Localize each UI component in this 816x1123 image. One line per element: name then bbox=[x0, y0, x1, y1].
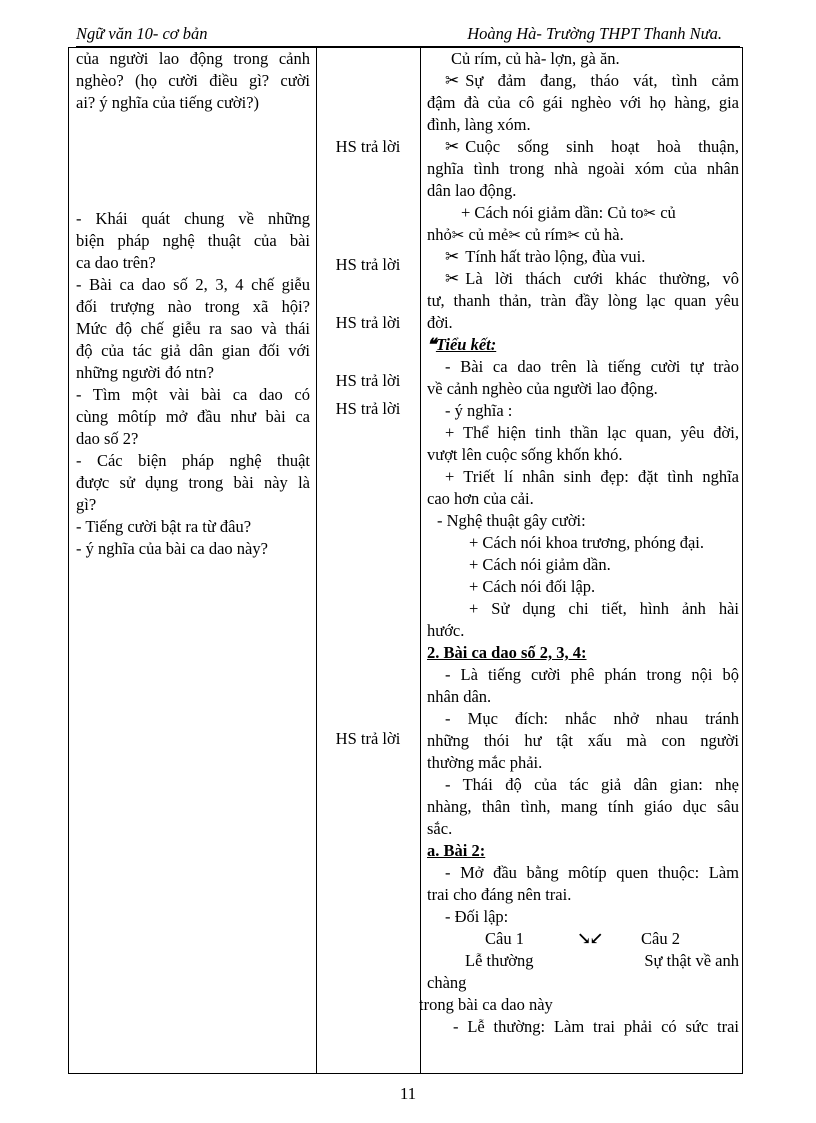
content-line: + Triết lí nhân sinh đẹp: đặt tình nghĩa bbox=[445, 467, 739, 486]
scissors-icon: ✂ bbox=[445, 137, 460, 156]
content-line: ✂ Là lời thách cưới khác thường, vô bbox=[445, 269, 739, 288]
scissors-icon: ✂ bbox=[445, 247, 460, 266]
question-line: được sử dụng trong bài này là bbox=[76, 473, 310, 492]
question-line: ca dao trên? bbox=[76, 253, 156, 272]
scissors-icon: ✂ bbox=[508, 228, 521, 244]
section-heading: a. Bài 2: bbox=[427, 841, 486, 860]
column-divider bbox=[316, 48, 317, 1073]
content-line: + Sử dụng chi tiết, hình ảnh hài bbox=[469, 599, 739, 618]
student-answer-label: HS trả lời bbox=[335, 399, 401, 418]
content-line: nhỏ✂ củ mẻ✂ củ rím✂ củ hà. bbox=[427, 224, 624, 246]
question-line: - Bài ca dao số 2, 3, 4 chế giễu bbox=[76, 275, 310, 294]
content-line: những thói hư tật xấu mà con người bbox=[427, 731, 739, 750]
page-header bbox=[76, 24, 740, 47]
student-answer-label: HS trả lời bbox=[335, 729, 401, 748]
content-line: nhàng, thân tình, mang tính giáo dục sâu bbox=[427, 797, 739, 816]
scissors-icon: ✂ bbox=[451, 228, 465, 244]
lesson-table bbox=[68, 47, 743, 1074]
content-line: hước. bbox=[427, 621, 465, 640]
question-line: những người đó ntn? bbox=[76, 363, 214, 382]
content-line: tư, thanh thản, tràn đầy lòng lạc quan yêu bbox=[427, 291, 739, 310]
column-divider bbox=[420, 48, 421, 1073]
content-line: nghĩa tình trong nhà ngoài xóm của nhân bbox=[427, 159, 739, 178]
question-line: cùng môtíp mở đầu như bài ca bbox=[76, 407, 310, 426]
content-line: - Mở đầu bằng môtíp quen thuộc: Làm bbox=[445, 863, 739, 882]
content-line: đời. bbox=[427, 313, 453, 332]
content-line: thường mắc phải. bbox=[427, 753, 543, 772]
question-line: độ của tác giả dân gian đối với bbox=[76, 341, 310, 360]
contrast-label-1: Câu 1 bbox=[485, 929, 524, 948]
question-line: đối trượng nào trong xã hội? bbox=[76, 297, 310, 316]
content-line: - Mục đích: nhắc nhở nhau tránh bbox=[445, 709, 739, 728]
content-line: đậm đà của cô gái nghèo với họ hàng, gia bbox=[427, 93, 739, 112]
question-line: - Tìm một vài bài ca dao có bbox=[76, 385, 310, 404]
content-line: + Cách nói đối lập. bbox=[469, 577, 596, 596]
content-line: đình, làng xóm. bbox=[427, 115, 531, 134]
section-heading: 2. Bài ca dao số 2, 3, 4: bbox=[427, 643, 587, 662]
question-line: ai? ý nghĩa của tiếng cười?) bbox=[76, 93, 260, 112]
content-line: chàng bbox=[427, 973, 467, 992]
scissors-icon: ✂ bbox=[567, 228, 581, 244]
student-answer-label: HS trả lời bbox=[335, 371, 401, 390]
content-line: trai cho đáng nên trai. bbox=[427, 885, 572, 904]
scissors-icon: ✂ bbox=[445, 269, 460, 288]
content-line: về cảnh nghèo của người lao động. bbox=[427, 379, 658, 398]
content-line: ✂ Cuộc sống sinh hoạt hoà thuận, bbox=[445, 137, 739, 156]
content-line: - Là tiếng cười phê phán trong nội bộ bbox=[445, 665, 739, 684]
content-line: - Nghệ thuật gây cười: bbox=[437, 511, 586, 530]
content-line: + Thể hiện tinh thần lạc quan, yêu đời, bbox=[445, 423, 739, 442]
student-answer-label: HS trả lời bbox=[335, 137, 401, 156]
question-line: gì? bbox=[76, 495, 97, 514]
converging-arrows-icon: ↘↙ bbox=[577, 929, 602, 948]
question-line: biện pháp nghệ thuật của bài bbox=[76, 231, 310, 250]
content-line: sắc. bbox=[427, 819, 453, 838]
header-author: Hoàng Hà- Trường THPT Thanh Nưa. bbox=[467, 24, 722, 43]
question-line: - ý nghĩa của bài ca dao này? bbox=[76, 539, 268, 558]
content-line: - Đối lập: bbox=[445, 907, 509, 926]
content-line: - Lễ thường: Làm trai phải có sức trai bbox=[453, 1017, 739, 1036]
content-line: ✂ Sự đảm đang, tháo vát, tình cảm bbox=[445, 71, 739, 90]
content-line: vượt lên cuộc sống khốn khó. bbox=[427, 445, 623, 464]
contrast-item-2: Sự thật về anh bbox=[644, 951, 739, 970]
content-line: + Cách nói giảm dần: Củ to✂ củ bbox=[461, 202, 676, 224]
contrast-item-1: Lễ thường bbox=[465, 951, 534, 970]
question-line: - Tiếng cười bật ra từ đâu? bbox=[76, 517, 252, 536]
student-answer-label: HS trả lời bbox=[335, 255, 401, 274]
content-line: + Cách nói giảm dần. bbox=[469, 555, 611, 574]
page-number: 11 bbox=[399, 1084, 417, 1103]
content-line: - Thái độ của tác giả dân gian: nhẹ bbox=[445, 775, 739, 794]
scissors-icon: ✂ bbox=[445, 71, 460, 90]
student-answer-label: HS trả lời bbox=[335, 313, 401, 332]
question-line: của người lao động trong cảnh bbox=[76, 49, 310, 68]
content-line: nhân dân. bbox=[427, 687, 492, 706]
question-line: Mức độ chế giễu ra sao và thái bbox=[76, 319, 310, 338]
content-line: - Bài ca dao trên là tiếng cười tự trào bbox=[445, 357, 739, 376]
content-line: trong bài ca dao này bbox=[419, 995, 553, 1014]
question-line: - Các biện pháp nghệ thuật bbox=[76, 451, 310, 470]
contrast-label-2: Câu 2 bbox=[641, 929, 680, 948]
content-line: cao hơn của cải. bbox=[427, 489, 534, 508]
content-line: ✂ Tính hất trào lộng, đùa vui. bbox=[445, 247, 646, 266]
header-subject: Ngữ văn 10- cơ bản bbox=[76, 24, 208, 43]
content-line: Củ rím, củ hà- lợn, gà ăn. bbox=[451, 49, 620, 68]
question-line: dao số 2? bbox=[76, 429, 139, 448]
scissors-icon: ✂ bbox=[643, 206, 657, 222]
content-line: - ý nghĩa : bbox=[445, 401, 513, 420]
question-line: nghèo? (họ cười điều gì? cười bbox=[76, 71, 310, 90]
question-line: - Khái quát chung về những bbox=[76, 209, 310, 228]
content-line: dân lao động. bbox=[427, 181, 517, 200]
summary-heading: ❝Tiểu kết: bbox=[427, 335, 497, 354]
content-line: + Cách nói khoa trương, phóng đại. bbox=[469, 533, 705, 552]
